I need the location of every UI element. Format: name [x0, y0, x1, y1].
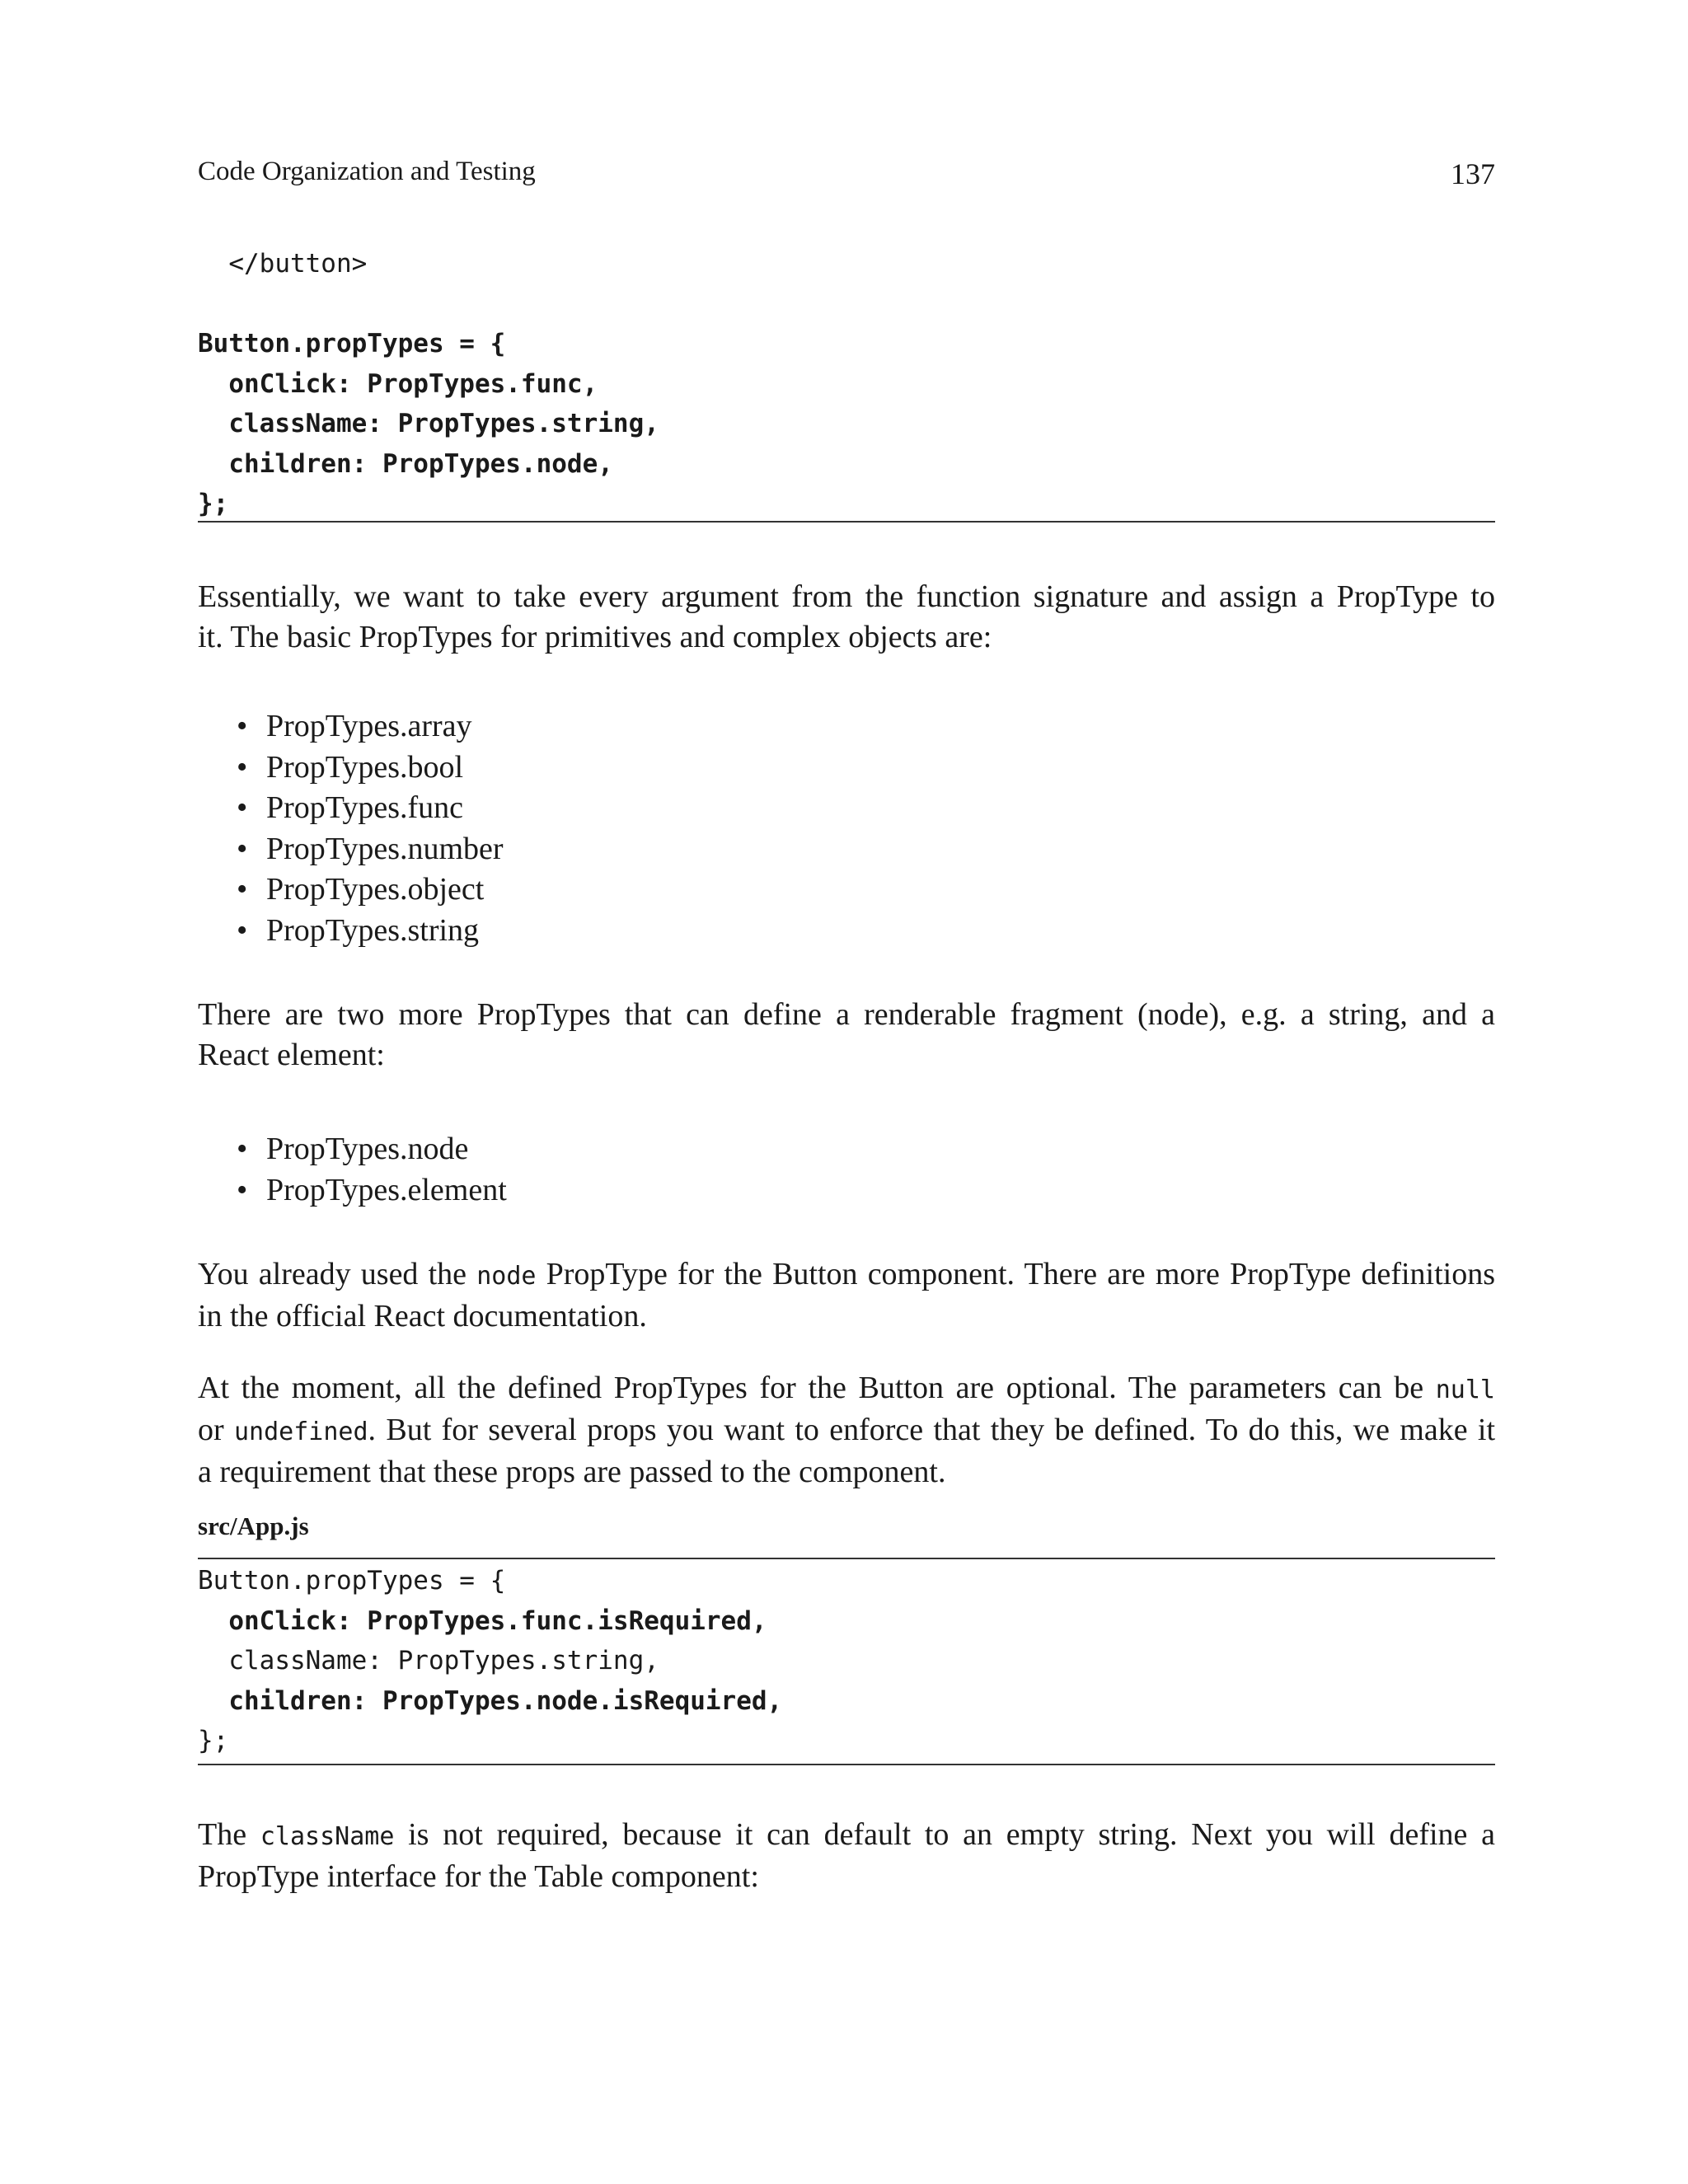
text-line: Essentially, we want to take every argument from the function signature and assign a PropType to	[198, 579, 1495, 614]
text-run: PropType for the Button component. There are more PropType definitions	[536, 1257, 1495, 1291]
text-line: PropType interface for the Table component:	[198, 1859, 759, 1894]
bullet-icon: •	[237, 1172, 248, 1207]
list-item	[237, 748, 504, 789]
text-line: it. The basic PropTypes for primitives and complex objects are:	[198, 620, 992, 654]
list-item-label: PropTypes.object	[266, 872, 485, 907]
running-header	[198, 157, 1495, 193]
paragraph-node-proptypes	[198, 995, 1495, 1076]
bullet-icon: •	[237, 709, 248, 743]
code-line: children: PropTypes.node.isRequired,	[198, 1685, 783, 1716]
code-block-top-rule	[198, 1558, 1495, 1559]
text-run: The	[198, 1817, 260, 1852]
list-item	[237, 788, 504, 829]
list-item	[237, 1129, 507, 1170]
list-item-label: PropTypes.element	[266, 1172, 507, 1207]
code-line: className: PropTypes.string,	[198, 1646, 659, 1675]
list-item	[237, 829, 504, 870]
list-item	[237, 1170, 507, 1212]
chapter-title: Code Organization and Testing	[198, 157, 536, 186]
text-line: React element:	[198, 1038, 385, 1072]
code-block-required	[198, 1561, 1495, 1761]
inline-code: node	[476, 1262, 537, 1291]
bullet-icon: •	[237, 872, 248, 907]
list-item	[237, 911, 504, 952]
page-number: 137	[1451, 157, 1495, 190]
code-line: };	[198, 1726, 229, 1755]
paragraph-required-props	[198, 1368, 1495, 1493]
code-block-continued	[198, 244, 1495, 524]
code-line: Button.propTypes = {	[198, 329, 506, 359]
bullet-icon: •	[237, 749, 248, 785]
code-block-bottom-rule	[198, 1764, 1495, 1765]
code-block-bottom-rule	[198, 521, 1495, 523]
code-line: className: PropTypes.string,	[198, 409, 659, 438]
text-line: There are two more PropTypes that can define a renderable fragment (node), e.g. a string, and a	[198, 997, 1495, 1032]
inline-code: undefined	[233, 1418, 368, 1446]
text-run: is not required, because it can default to an empty string. Next you will define a	[394, 1817, 1496, 1852]
list-item-label: PropTypes.array	[266, 709, 472, 743]
paragraph-node-usage	[198, 1254, 1495, 1337]
text-run: . But for several props you want to enforce that they be defined. To do this, we make it	[368, 1413, 1496, 1447]
text-line	[198, 1254, 1495, 1296]
bullet-icon: •	[237, 831, 248, 866]
list-item-label: PropTypes.func	[266, 790, 464, 826]
code-file-label: src/App.js	[198, 1511, 309, 1540]
list-item-label: PropTypes.node	[266, 1132, 469, 1166]
bullet-icon: •	[237, 790, 248, 826]
code-line: onClick: PropTypes.func.isRequired,	[198, 1605, 767, 1636]
code-line: onClick: PropTypes.func,	[198, 368, 598, 399]
list-item	[237, 706, 504, 748]
inline-code: null	[1435, 1376, 1495, 1404]
text-line: a requirement that these props are passed to the component.	[198, 1455, 946, 1489]
code-listing	[198, 244, 1495, 524]
list-item-label: PropTypes.bool	[266, 749, 464, 785]
text-run: At the moment, all the defined PropTypes for the Button are optional. The parameters can be	[198, 1371, 1436, 1405]
list-item	[237, 869, 504, 911]
text-run: or	[198, 1413, 234, 1447]
paragraph-classname-note	[198, 1815, 1495, 1897]
code-listing	[198, 1561, 1495, 1761]
inline-code: className	[260, 1822, 395, 1851]
bullet-icon: •	[237, 912, 248, 948]
primitive-proptypes-list	[198, 706, 504, 952]
code-line	[198, 284, 1495, 325]
code-line: Button.propTypes = {	[198, 1566, 506, 1596]
paragraph-proptypes-intro	[198, 577, 1495, 658]
code-line: };	[198, 489, 229, 518]
bullet-icon: •	[237, 1132, 248, 1166]
code-line: </button>	[198, 249, 368, 279]
text-line	[198, 1368, 1495, 1410]
node-proptypes-list	[198, 1129, 507, 1211]
text-run: You already used the	[198, 1257, 477, 1291]
text-line	[198, 1410, 1495, 1452]
code-line: children: PropTypes.node,	[198, 448, 613, 479]
text-line: in the official React documentation.	[198, 1299, 647, 1333]
list-item-label: PropTypes.string	[266, 912, 480, 948]
list-item-label: PropTypes.number	[266, 831, 504, 866]
text-line	[198, 1815, 1495, 1857]
